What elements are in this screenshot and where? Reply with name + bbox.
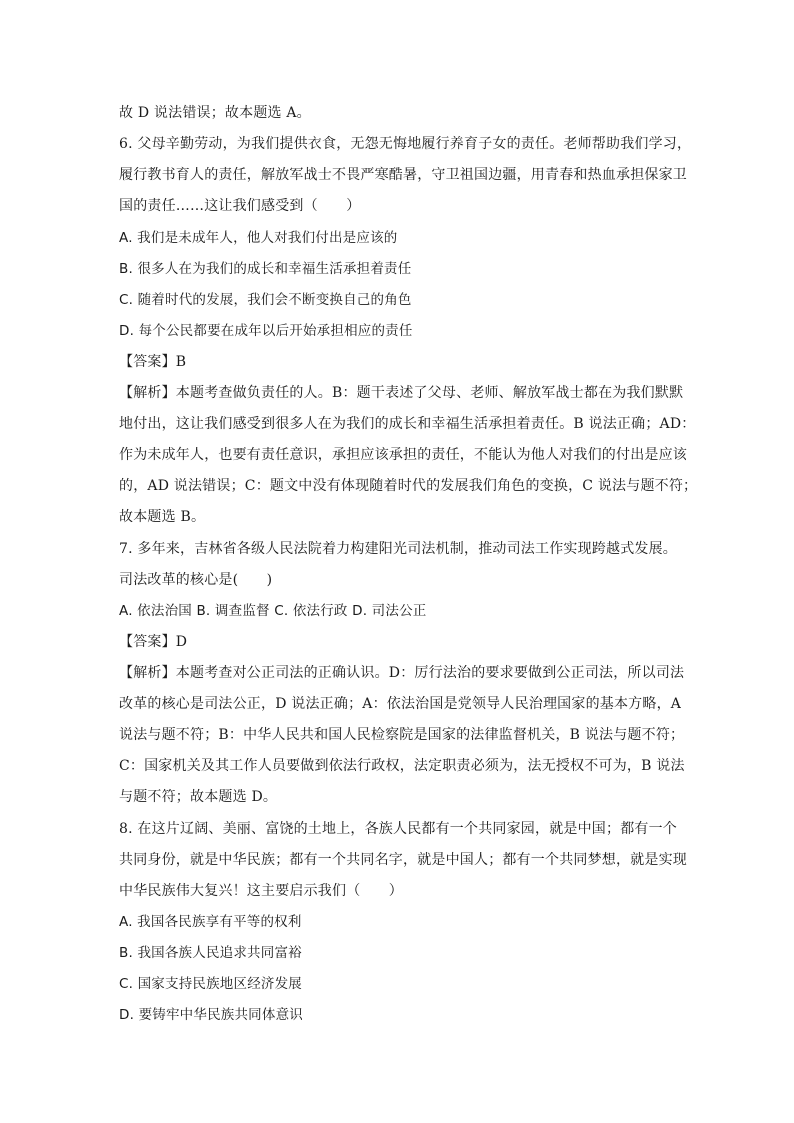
question-8-stem: 8. 在这片辽阔、美丽、富饶的土地上，各族人民都有一个共同家园，就是中国；都有一个 (119, 821, 678, 837)
question-7-analysis: C：国家机关及其工作人员要做到依法行政权，法定职责必须为，法无授权不可为，B 说法 (119, 758, 685, 774)
question-7-analysis: 与题不符；故本题选 D。 (119, 789, 278, 805)
question-6-option-a: A. 我们是未成年人，他人对我们付出是应该的 (119, 230, 398, 246)
question-6-stem: 履行教书育人的责任，解放军战士不畏严寒酷暑，守卫祖国边疆，用青春和热血承担保家卫 (119, 167, 687, 183)
question-6-analysis: 故本题选 B。 (119, 509, 206, 525)
question-8-stem: 中华民族伟大复兴！这主要启示我们（ ） (119, 883, 403, 899)
question-6-option-d: D. 每个公民都要在成年以后开始承担相应的责任 (119, 323, 413, 339)
question-6-option-b: B. 很多人在为我们的成长和幸福生活承担着责任 (119, 261, 412, 277)
question-6-stem: 6. 父母辛勤劳动，为我们提供衣食，无怨无悔地履行养育子女的责任。老师帮助我们学习， (119, 136, 692, 152)
question-7-analysis: 改革的核心是司法公正，D 说法正确；A：依法治国是党领导人民治理国家的基本方略，A (119, 696, 682, 712)
question-7-answer: 【答案】D (119, 634, 188, 650)
question-8-option-b: B. 我国各族人民追求共同富裕 (119, 945, 302, 961)
question-7-stem: 司法改革的核心是( ) (119, 572, 273, 588)
question-7-stem: 7. 多年来，吉林省各级人民法院着力构建阳光司法机制，推动司法工作实现跨越式发展。 (119, 541, 678, 557)
paragraph-line: 故 D 说法错误；故本题选 A。 (119, 105, 311, 121)
question-8-option-d: D. 要铸牢中华民族共同体意识 (119, 1007, 303, 1023)
question-8-stem: 共同身份，就是中华民族；都有一个共同名字，就是中国人；都有一个共同梦想，就是实现 (119, 852, 687, 868)
question-6-analysis: 地付出，这让我们感受到很多人在为我们的成长和幸福生活承担着责任。B 说法正确；AD： (119, 416, 696, 432)
question-7-analysis: 【解析】本题考查对公正司法的正确认识。D：厉行法治的要求要做到公正司法，所以司法 (119, 665, 685, 681)
question-6-option-c: C. 随着时代的发展，我们会不断变换自己的角色 (119, 292, 412, 308)
question-6-analysis: 【解析】本题考查做负责任的人。B：题干表述了父母、老师、解放军战士都在为我们默默 (119, 385, 684, 401)
question-6-answer: 【答案】B (119, 354, 187, 370)
question-7-analysis: 说法与题不符；B：中华人民共和国人民检察院是国家的法律监督机关，B 说法与题不符； (119, 727, 685, 743)
question-7-options: A. 依法治国 B. 调查监督 C. 依法行政 D. 司法公正 (119, 603, 427, 619)
question-8-option-a: A. 我国各民族享有平等的权利 (119, 914, 302, 930)
question-6-stem: 国的责任……这让我们感受到（ ） (119, 198, 361, 214)
question-8-option-c: C. 国家支持民族地区经济发展 (119, 976, 303, 992)
question-6-analysis: 的，AD 说法错误；C：题文中没有体现随着时代的发展我们角色的变换，C 说法与题不符； (119, 478, 698, 494)
question-6-analysis: 作为未成年人，也要有责任意识，承担应该承担的责任，不能认为他人对我们的付出是应该 (119, 447, 687, 463)
